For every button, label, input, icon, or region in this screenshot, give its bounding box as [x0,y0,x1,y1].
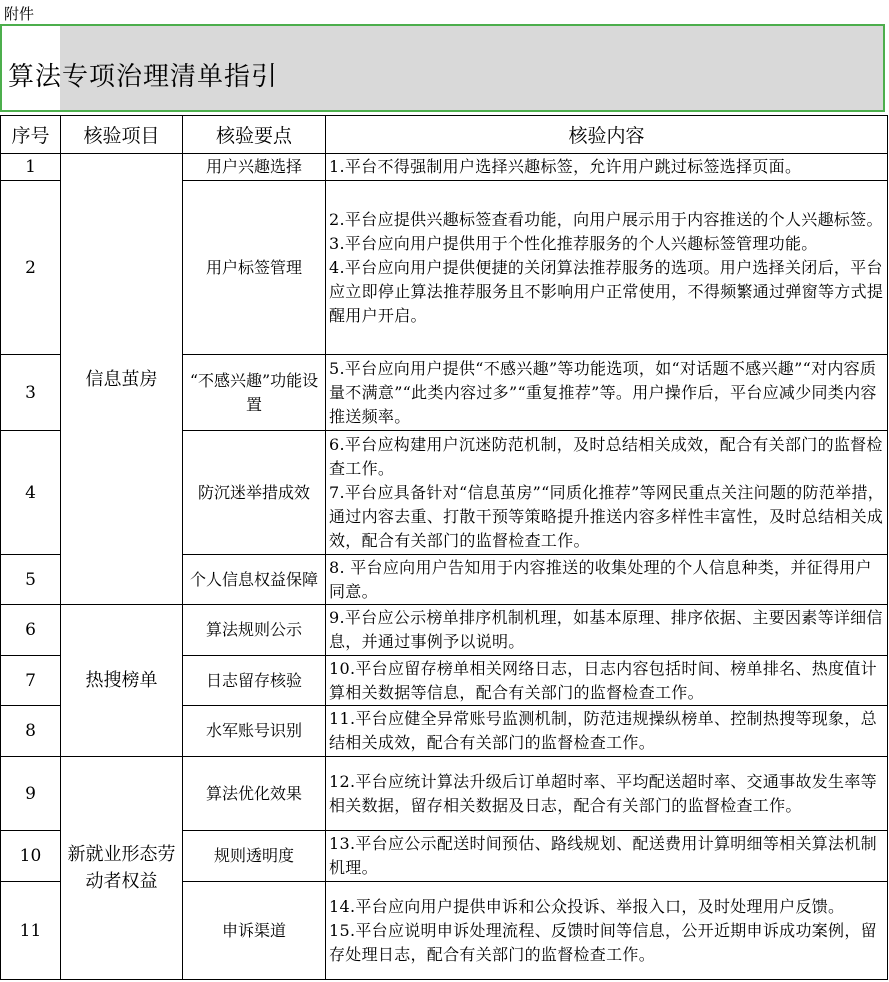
header-no[interactable]: 序号 [1,116,61,154]
check-point[interactable]: 算法优化效果 [183,757,326,831]
check-content[interactable]: 1.平台不得强制用户选择兴趣标签，允许用户跳过标签选择页面。 [326,154,888,181]
checklist-table [0,115,888,980]
check-content[interactable]: 14.平台应向用户提供申诉和公众投诉、举报入口，及时处理用户反馈。 15.平台应说明申诉处理流程、反馈时间等信息，公开近期申诉成功案例，留存处理日志，配合有关部门的监督检查工作。 [326,882,888,980]
row-number[interactable]: 7 [1,656,61,706]
header-row [1,116,888,154]
category-cell[interactable]: 热搜榜单 [61,605,183,757]
check-content[interactable]: 6.平台应构建用户沉迷防范机制，及时总结相关成效，配合有关部门的监督检查工作。 7.平台应具备针对“信息茧房”“同质化推荐”等网民重点关注问题的防范举措，通过内容去重、打散干预等策略提升推送内容多样性丰富性，及时总结相关成效，配合有关部门的监督检查工作。 [326,431,888,555]
check-point[interactable]: 水军账号识别 [183,706,326,757]
header-item[interactable]: 核验项目 [61,116,183,154]
check-content[interactable]: 8. 平台应向用户告知用于内容推送的收集处理的个人信息种类，并征得用户同意。 [326,555,888,605]
header-point[interactable]: 核验要点 [183,116,326,154]
table-row [1,757,888,831]
row-number[interactable]: 2 [1,181,61,355]
check-content[interactable]: 13.平台应公示配送时间预估、路线规划、配送费用计算明细等相关算法机制机理。 [326,831,888,882]
check-content[interactable]: 12.平台应统计算法升级后订单超时率、平均配送超时率、交通事故发生率等相关数据，留存相关数据及日志，配合有关部门的监督检查工作。 [326,757,888,831]
check-content[interactable]: 10.平台应留存榜单相关网络日志，日志内容包括时间、榜单排名、热度值计算相关数据等信息，配合有关部门的监督检查工作。 [326,656,888,706]
category-cell[interactable]: 信息茧房 [61,154,183,605]
row-number[interactable]: 1 [1,154,61,181]
check-point[interactable]: 用户标签管理 [183,181,326,355]
check-content[interactable]: 9.平台应公示榜单排序机制机理，如基本原理、排序依据、主要因素等详细信息，并通过事例予以说明。 [326,605,888,656]
row-number[interactable]: 6 [1,605,61,656]
check-point[interactable]: 申诉渠道 [183,882,326,980]
category-cell[interactable]: 新就业形态劳动者权益 [61,757,183,980]
check-point[interactable]: 用户兴趣选择 [183,154,326,181]
row-number[interactable]: 5 [1,555,61,605]
title-cell[interactable] [0,24,885,112]
check-point[interactable]: 规则透明度 [183,831,326,882]
row-number[interactable]: 11 [1,882,61,980]
check-point[interactable]: “不感兴趣”功能设置 [183,355,326,431]
row-number[interactable]: 3 [1,355,61,431]
row-number[interactable]: 9 [1,757,61,831]
check-content[interactable]: 11.平台应健全异常账号监测机制，防范违规操纵榜单、控制热搜等现象，总结相关成效，配合有关部门的监督检查工作。 [326,706,888,757]
check-point[interactable]: 算法规则公示 [183,605,326,656]
check-point[interactable]: 个人信息权益保障 [183,555,326,605]
header-content[interactable]: 核验内容 [326,116,888,154]
page-title: 算法专项治理清单指引 [8,62,279,92]
row-number[interactable]: 10 [1,831,61,882]
table-row [1,154,888,181]
table-row [1,605,888,656]
check-content[interactable]: 5.平台应向用户提供“不感兴趣”等功能选项，如“对话题不感兴趣”“对内容质量不满意”“此类内容过多”“重复推荐”等。用户操作后，平台应减少同类内容推送频率。 [326,355,888,431]
check-content[interactable]: 2.平台应提供兴趣标签查看功能，向用户展示用于内容推送的个人兴趣标签。 3.平台应向用户提供用于个性化推荐服务的个人兴趣标签管理功能。 4.平台应向用户提供便捷的关闭算法推荐服务的选项。用户选择关闭后，平台应立即停止算法推荐服务且不影响用户正常使用，不得频繁通过弹窗等方式提醒用户开启。 [326,181,888,355]
row-number[interactable]: 4 [1,431,61,555]
row-number[interactable]: 8 [1,706,61,757]
attachment-label: 附件 [4,5,35,23]
check-point[interactable]: 防沉迷举措成效 [183,431,326,555]
check-point[interactable]: 日志留存核验 [183,656,326,706]
